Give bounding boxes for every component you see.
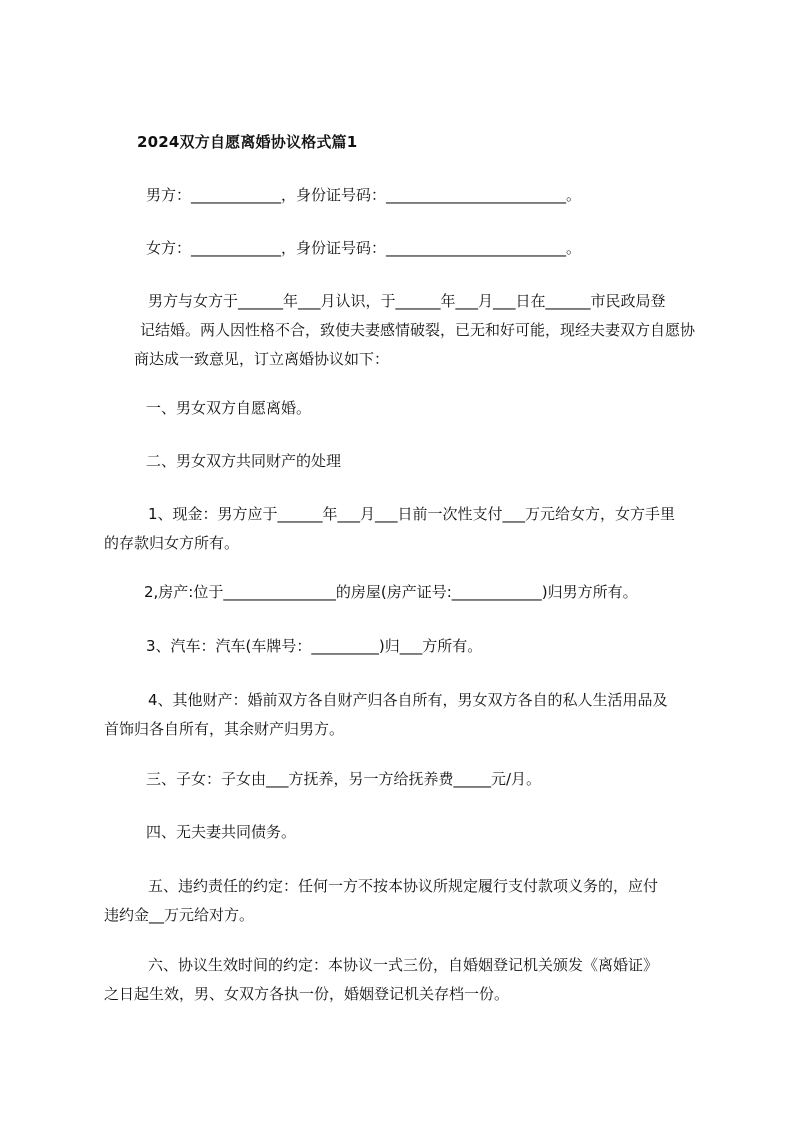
text-line: 2,房产:位于_______________的房屋(房产证号:____________)归男方所有。 <box>144 583 638 601</box>
clause-five <box>104 872 658 930</box>
text-line: 1、现金：男方应于______年___月___日前一次性支付___万元给女方，女方手里 <box>148 505 676 523</box>
text-line: 四、无夫妻共同债务。 <box>146 823 297 841</box>
clause-six <box>104 951 658 1009</box>
text-line: 违约金__万元给对方。 <box>104 906 255 924</box>
text-line: 五、违约责任的约定：任何一方不按本协议所规定履行支付款项义务的，应付 <box>148 877 659 895</box>
clause-three <box>146 765 541 794</box>
paragraph-female-party <box>146 234 581 263</box>
text-line: 六、协议生效时间的约定：本协议一式三份，自婚姻登记机关颁发《离婚证》 <box>148 956 659 974</box>
text-line: 商达成一致意见，订立离婚协议如下： <box>134 350 390 368</box>
text-line: 记结婚。两人因性格不合，致使夫妻感情破裂，已无和好可能，现经夫妻双方自愿协 <box>140 321 696 339</box>
text-line: 男方：____________，身份证号码：________________________。 <box>146 186 582 204</box>
text-line: 之日起生效，男、女双方各执一份，婚姻登记机关存档一份。 <box>104 985 510 1003</box>
paragraph-intro <box>134 287 695 374</box>
text-line: 3、汽车：汽车(车牌号：_________)归___方所有。 <box>146 637 483 655</box>
text-line: 的存款归女方所有。 <box>104 534 240 552</box>
clause-two-item-house <box>144 578 638 607</box>
text-line: 一、男女双方自愿离婚。 <box>146 399 312 417</box>
clause-two <box>146 447 341 476</box>
text-line: 女方：____________，身份证号码：________________________。 <box>146 239 582 257</box>
text-line: 三、子女：子女由___方抚养，另一方给抚养费_____元/月。 <box>146 770 542 788</box>
clause-four <box>146 818 296 847</box>
text-line: 男方与女方于______年___月认识，于______年___月___日在______市民政局登 <box>148 292 666 310</box>
clause-two-item-car <box>146 632 482 661</box>
text-line: 二、男女双方共同财产的处理 <box>146 452 342 470</box>
text-line: 4、其他财产：婚前双方各自财产归各自所有，男女双方各自的私人生活用品及 <box>148 691 668 709</box>
text-line: 首饰归各自所有，其余财产归男方。 <box>104 720 345 738</box>
paragraph-male-party <box>146 181 581 210</box>
document-title: 2024双方自愿离婚协议格式篇1 <box>137 133 358 151</box>
clause-two-item-other <box>104 686 668 744</box>
clause-two-item-cash <box>104 500 675 558</box>
clause-one <box>146 394 311 423</box>
